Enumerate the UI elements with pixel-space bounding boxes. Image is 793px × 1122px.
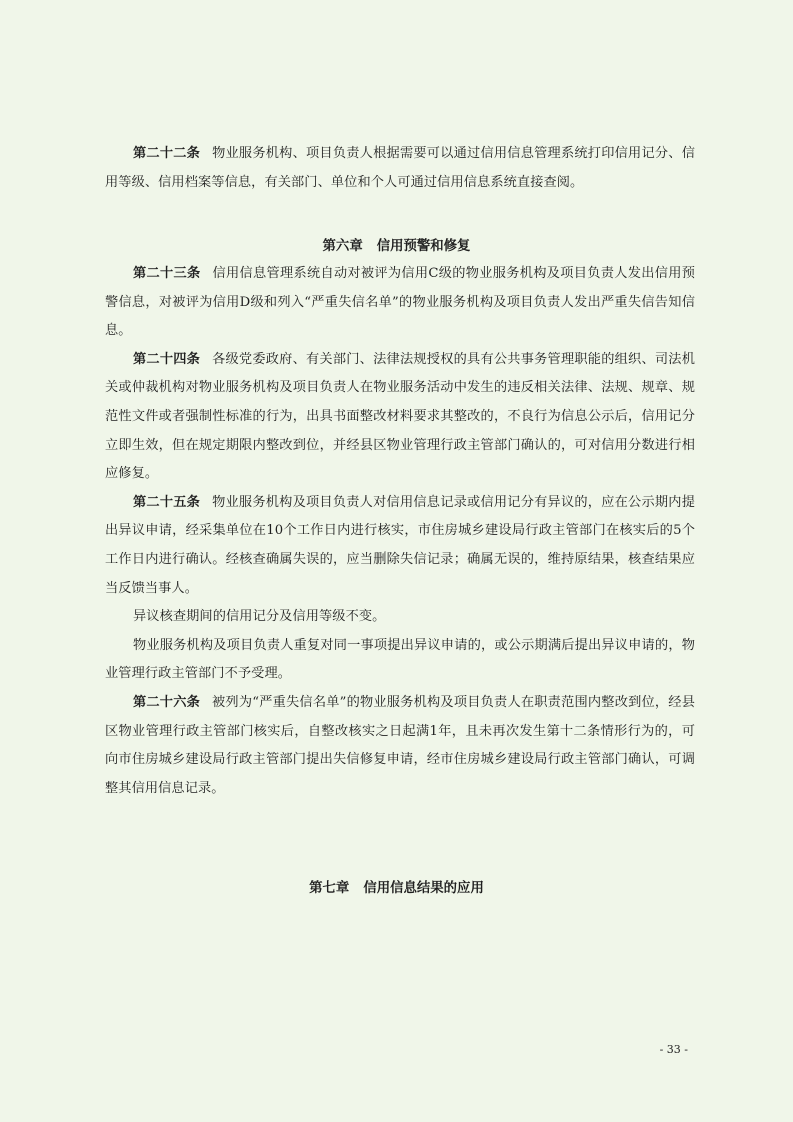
article-25 — [105, 489, 695, 603]
article-23-text: 信用信息管理系统自动对被评为信用C级的物业服务机构及项目负责人发出信用预警信息，对被评为信用D级和列入“严重失信名单”的物业服务机构及项目负责人发出严重失信告知信息。 — [105, 266, 696, 339]
article-22-label: 第二十二条 — [133, 146, 201, 161]
article-24-text: 各级党委政府、有关部门、法律法规授权的具有公共事务管理职能的组织、司法机关或仲裁机构对物业服务机构及项目负责人在物业服务活动中发生的违反相关法律、法规、规章、规范性文件或者强制性标准的行为，出具书面整改材料要求其整改的，不良行为信息公示后，信用记分立即生效，但在规定期限内整改到位，并经县区物业管理行政主管部门确认的，可对信用分数进行相应修复。 — [105, 351, 695, 482]
article-26-label: 第二十六条 — [133, 694, 201, 710]
page-number: - 33 - — [659, 1043, 688, 1056]
chapter-7-title: 信用信息结果的应用 — [363, 880, 484, 896]
chapter-7-heading — [0, 877, 793, 896]
article-23 — [105, 260, 695, 346]
chapter-6-body — [105, 260, 695, 803]
repeat-objection-paragraph: 物业服务机构及项目负责人重复对同一事项提出异议申请的，或公示期满后提出异议申请的，物业管理行政主管部门不予受理。 — [105, 637, 695, 682]
chapter-6-heading — [0, 235, 793, 254]
article-22-block — [105, 140, 695, 197]
article-25-text: 物业服务机构及项目负责人对信用信息记录或信用记分有异议的，应在公示期内提出异议申请，经采集单位在10个工作日内进行核实，市住房城乡建设局行政主管部门在核实后的5个工作日内进行确认。经核查确属失误的，应当删除失信记录；确属无误的，维持原结果，核查结果应当反馈当事人。 — [105, 494, 695, 596]
article-26 — [105, 689, 695, 803]
article-24-label: 第二十四条 — [133, 351, 201, 367]
article-22-text: 物业服务机构、项目负责人根据需要可以通过信用信息管理系统打印信用记分、信用等级、信用档案等信息，有关部门、单位和个人可通过信用信息系统直接查阅。 — [105, 146, 695, 190]
article-26-text: 被列为“严重失信名单”的物业服务机构及项目负责人在职责范围内整改到位，经县区物业管理行政主管部门核实后，自整改核实之日起满1年，且未再次发生第十二条情形行为的，可向市住房城乡建设局行政主管部门提出失信修复申请，经市住房城乡建设局行政主管部门确认，可调整其信用信息记录。 — [105, 694, 695, 796]
chapter-7-number: 第七章 — [309, 880, 350, 896]
chapter-6-title: 信用预警和修复 — [376, 238, 471, 254]
article-24 — [105, 346, 695, 489]
objection-paragraph: 异议核查期间的信用记分及信用等级不变。 — [133, 609, 386, 625]
article-23-label: 第二十三条 — [133, 266, 201, 281]
article-25-label: 第二十五条 — [133, 494, 201, 510]
article-22 — [105, 140, 695, 197]
chapter-6-number: 第六章 — [322, 238, 363, 254]
